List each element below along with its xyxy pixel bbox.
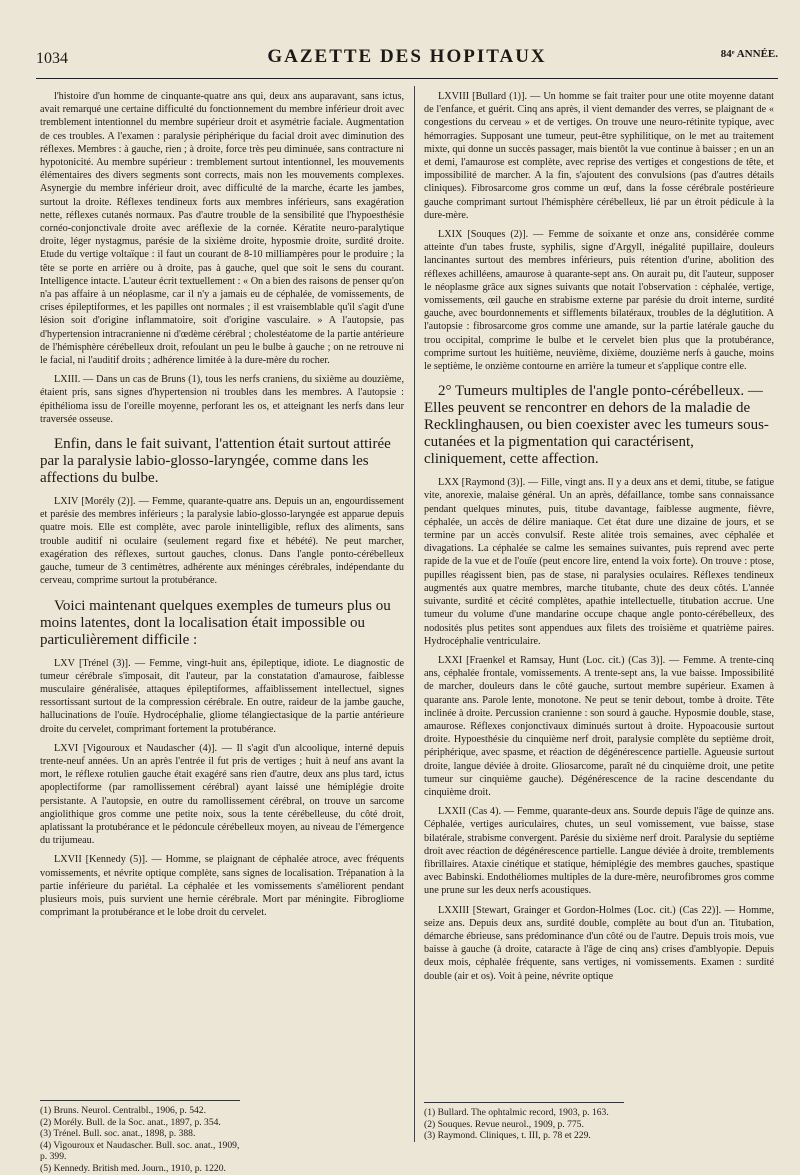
paragraph: l'histoire d'un homme de cinquante-quatre ans qui, deux ans auparavant, sans ictus, avait remarqué une certaine difficulté du fonctionnement du membre inférieur droit avec tremblement intentionnel du membre supérieur droit et asymétrie faciale. Augmentation de ces troubles. A l'examen : paralysie périphérique du facial droit avec diminution des réflexes. Membres : à gauche, rien ; à droite, force très peu diminuée, sans contracture ni hypotonicité. Au membre supérieur : tremblement surtout intentionnel, les mouvements élémentaires des divers segments sont corrects, mais non les mouvements complexes. Asynergie du membre inférieur droit, avec difficulté de la marche, écarte les jambes, surtout la droite. Réflexes tendineux forts aux membres inférieurs, sans exagération nette, réflexes cutanés normaux. Pas d'autre trouble de la sensibilité que l'hypoesthésie cornéo-conjonctivale droite avec aréflexie de la cornée. Kératite neuro-paralytique droite, léger nystagmus, parésie de la sixième droite, hyposmie droite, surdité droite. Etude du vertige voltaïque : il faut un courant de 8-10 milliampères pour le produire ; la tête se porte en arrière ou à droite, pas à gauche, quel que soit le sens du courant. Intelligence intacte. L'auteur écrit textuellement : « On a bien des raisons de penser qu'on n'a pas affaire à un néoplasme, car il n'y a jamais eu de céphalée, de vomissements, de crises épileptiformes, et les papilles ont normales ; il est vraisemblable qu'il s'agit d'une lésion soit d'origine inflammatoire, soit d'origine vasculaire. » A l'autopsie, pas d'hypertension intracranienne ni d'œdème cérébral ; cholestéatome de la partie antérieure de l'hémisphère cérébelleux droit, refoulant un peu le bulbe à gauche ; on ne retrouve ni le facial, ni l'auditif droits ; adhérence limitée à la dure-mère du rocher. [40,91,404,367]
footnote: (1) Bruns. Neurol. Centralbl., 1906, p. 542. [40,1105,207,1116]
right-column [424,90,774,989]
case-paragraph: LXIX [Souques (2)]. — Femme de soixante et onze ans, considérée comme atteinte d'un tabes fruste, syphilis, signe d'Argyll, inégalité pupillaire, douleurs lancinantes surtout des membres inférieurs, puis rétention d'urine, abolition des réflexes achilléens, amaurose à quarante-sept ans. On aurait pu, dit l'auteur, supposer le néoplasme grâce aux signes suivants que notait l'observation : céphalée, vertige, vomissements, œil gauche en strabisme externe par parésie du droit interne, surdité gauche, avec bourdonnements et sifflements bilatéraux, troubles de la déglutition. A l'autopsie : fibrosarcome gros comme une amande, sur la partie latérale gauche du trou occipital, comprime le bulbe et le cervelet bien plus que la protubérance, comprime surtout les huitième, neuvième, dixième, douzième nerfs à gauche, moins le septième, le onzième contourne en arrière la tumeur et s'applique contre elle. [424,229,774,373]
case-paragraph: LXX [Raymond (3)]. — Fille, vingt ans. Il y a deux ans et demi, titube, se fatigue vite, anorexie, malaise général. Un an après, défaillance, tombe sans connaissance pendant quelques minutes, puis, titube davantage, faiblesse augmente, fièvre, céphalée, un accès de délire maniaque. Cet état dure une dizaine de jours, et se termine par un accès convulsif. Reste alitée trois semaines, avec céphalée et divagations. La céphalée se calme les semaines suivantes, puis reprend avec perte rapide de la vue et de l'ouïe (peut encore lire, entend la voix forte). On trouve : ptose, pupilles réagissent bien, pas de stase, ni paralysies oculaires. Réflexes tendineux augmentés aux quatre membres, marche titubante, chute des deux côtés. L'année suivante, surdité et cécité complètes, apathie intellectuelle, titubation accrue. Une tumeur du volume d'une mandarine occupe chaque angle ponto-cérébelleux, des nodosités plus petites sont appendues aux filets des troisième et quatrième paires. Hydrocéphalie ventriculaire. [424,477,774,647]
page-number: 1034 [36,50,68,67]
footnote: (3) Trénel. Bull. soc. anat., 1898, p. 388. [40,1128,196,1140]
case-paragraph: LXXI [Fraenkel et Ramsay, Hunt (Loc. cit.) (Cas 3)]. — Femme. A trente-cinq ans, céphalée frontale, vomissements. A trente-sept ans, la vue baisse. Impossibilité de marcher, douleurs dans le côté gauche, surtout membre supérieur. Examen à quarante ans. Parole lente, monotone. Ne peut se tenir debout, tombe à droite. Tête inclinée à droite. Percussion cranienne : son sourd à gauche. Hyposmie double, stase, amaurose. Réflexes conjonctivaux diminués surtout à droite. Hypoacousie surtout droite. Hypoesthésie du cinquième nerf droit, paralysie complète du septième droit, périphérique, avec spasme, et réaction de dégénérescence partielle. Agueusie surtout droite, langue déviée à droite. Gliosarcome, paraît né du cinquième droit, une petite tumeur sur cinquième gauche). Dégénérescence de la racine descendante du cinquième droit. [424,654,774,798]
column-divider [414,86,415,1142]
case-paragraph: LXV [Trénel (3)]. — Femme, vingt-huit ans, épileptique, idiote. Le diagnostic de tumeur cérébrale s'imposait, dit l'auteur, par la constatation d'amaurose, faiblesse musculaire généralisée, attaques épileptiformes, affaiblissement intellectuel, signes ressortissant surtout de la compression cérébrale. En outre, raideur de la jambe gauche, hallucinations de l'ouïe. Hydrocéphalie, gliome télangiectasique de la partie antérieure droite du cervelet, comprimant fortement la protubérance. [40,657,404,735]
footnote: (4) Vigouroux et Naudascher. Bull. soc. anat., 1909, p. 399. [40,1139,240,1163]
publication-title: GAZETTE DES HOPITAUX [267,46,547,67]
footnote: (1) Bullard. The ophtalmic record, 1903, p. 163. [424,1107,609,1118]
section-heading: 2° Tumeurs multiples de l'angle ponto-cérébelleux. — Elles peuvent se rencontrer en dehors de la maladie de Recklinghausen, ou bien coexister avec les tumeurs sous-cutanées et la pigmentation qui caractérisent, cliniquement, cette affection. [424,383,769,468]
footnote: (2) Morély. Bull. de la Soc. anat., 1897, p. 354. [40,1116,221,1128]
year-label: 84ᵉ ANNÉE. [720,48,778,60]
case-paragraph: LXXII (Cas 4). — Femme, quarante-deux ans. Sourde depuis l'âge de quinze ans. Céphalée, vertiges auriculaires, chutes, un seul vomissement, vue baisse, stase bilatérale, strabisme convergent. Parésie du sixième nerf droit. Paralysie du septième droit avec réaction de dégénérescence partielle. Langue déviée à droite, tremblements fibrillaires. Ataxie cinétique et statique, hémiplégie des membres gauches, spastique avec Babinski. Endothéliomes multiples de la dure-mère, neurofibromes gros comme une prune sur les deux nerfs acoustiques. [424,806,774,897]
left-column [40,90,404,925]
case-paragraph: LXIII. — Dans un cas de Bruns (1), tous les nerfs craniens, du sixième au douzième, étaient pris, sans signes d'hypertension ni troubles dans les membres. A l'autopsie : épithélioma issu de l'oreille moyenne, perforant les os, et atteignant les nerfs dans leur traversée osseuse. [40,374,404,425]
section-heading: Enfin, dans le fait suivant, l'attention était surtout attirée par la paralysie labio-glosso-laryngée, comme dans les affections du bulbe. [40,436,391,487]
footnote: (3) Raymond. Cliniques, t. III, p. 78 et 229. [424,1130,591,1142]
footnotes-left [40,1100,240,1175]
footnote: (2) Souques. Revue neurol., 1909, p. 775. [424,1118,584,1130]
case-paragraph: LXVIII [Bullard (1)]. — Un homme se fait traiter pour une otite moyenne datant de l'enfance, et guérit. Cinq ans après, il vient demander des verres, se plaignant de « congestions du cerveau » et de vertiges. On trouve une neuro-rétinite typique, avec hémorragies. Supposant une tumeur, peut-être syphilitique, on le met au traitement mixte, qui donne un succès passager, mais bientôt la vue continue à baisser ; en un an et demi, l'amaurose est complète, avec reprise des vertiges et congestions de tête, et impossibilité de marcher. A la fin, s'ajoutent des convulsions (pas d'autres détails cliniques). Fibrosarcome gros comme un œuf, dans la fosse cérébrale postérieure gauche comprimant surtout l'hémisphère cérébelleux, lié par un étroit pédicule à la dure-mère. [424,91,774,221]
case-paragraph: LXVII [Kennedy (5)]. — Homme, se plaignant de céphalée atroce, avec fréquents vomissements, et névrite optique complète, sans signes de localisation. Trépanation à la partie inférieure du pariétal. La céphalée et les vomissements s'améliorent pendant plusieurs mois, puis survient une hernie cérébrale. Mort par méningite. Fibrogliome comprimant la protubérance et le lobe droit du cervelet. [40,854,404,919]
case-paragraph: LXIV [Morély (2)]. — Femme, quarante-quatre ans. Depuis un an, engourdissement et parésie des membres inférieurs ; la paralysie labio-glosso-laryngée est apparue depuis quatre mois. Elle est complète, avec parole inintelligible, reflux des aliments, sans trouble auditif ni oculaire (seulement regard fixe et hébété). Ne peut marcher, exagération des réflexes, surtout gauches, clonus. Dans l'angle ponto-cérébelleux gauche, tumeur de 3 centimètres, adhérente aux méninges cérébrales, indépendante du cerveau, comprime surtout la protubérance. [40,496,404,587]
case-paragraph: LXVI [Vigouroux et Naudascher (4)]. — Il s'agit d'un alcoolique, interné depuis trente-neuf années. Un an après l'entrée il fut pris de vertiges ; huit à neuf ans avant la mort, le réflexe rotulien gauche était exagéré sans rien d'autre, deux ans plus tard, ictus apoplectiforme (par ramollissement cérébral) ayant laissé une hémiplégie droite persistante. A l'autopsie, en outre du ramollissement cérébral, on trouve un sarcome angiolithique gros comme une petite noix, sous la tente cérébelleuse, du côté droit, aplatissant la protubérance et le pédoncule cérébelleux moyen, au niveau de l'émergence du trijumeau. [40,742,404,847]
footnote: (5) Kennedy. British med. Journ., 1910, p. 1220. [40,1162,226,1174]
section-heading: Voici maintenant quelques exemples de tumeurs plus ou moins latentes, dont la localisation était impossible ou particulièrement difficile : [40,597,391,648]
case-paragraph: LXXIII [Stewart, Grainger et Gordon-Holmes (Loc. cit.) (Cas 22)]. — Homme, seize ans. Depuis deux ans, surdité double, complète au bout d'un an. Titubation, démarche ébrieuse, sans prédominance d'un côté ou de l'autre. Depuis trois mois, vue baisse à gauche (à droite, cataracte à l'âge de cinq ans) crises d'amblyopie. Depuis deux mois, céphalée fréquente, sans vertiges, ni vomissements. Examen : surdité double (air et os). Voit à peine, névrite optique [424,904,774,982]
footnotes-right [424,1102,624,1142]
header-rule [36,78,778,79]
page-header [36,44,778,74]
